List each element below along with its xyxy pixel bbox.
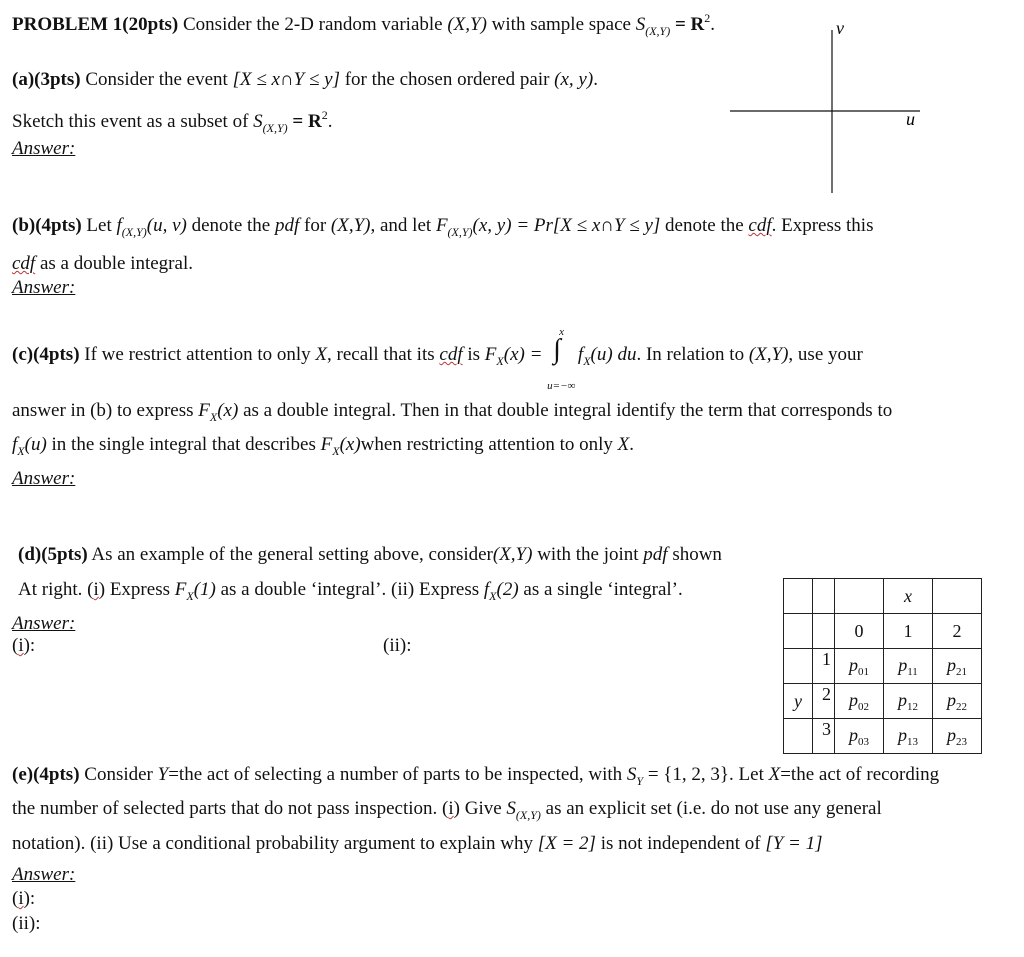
part-d-var: (X,Y)	[492, 544, 533, 565]
part-d-F-expr: (1)	[193, 579, 216, 600]
part-d-text-4: At right. (	[18, 579, 94, 600]
cell-sub: 12	[907, 700, 918, 713]
part-b-line-2	[12, 252, 193, 276]
part-c-F-expr: (x) =	[503, 344, 543, 365]
table-row	[784, 649, 982, 684]
part-e-text-5: the number of selected parts that do not pass inspection. (	[12, 798, 449, 819]
part-d-i-mark: i	[93, 579, 99, 600]
part-a-label: (a)(3pts)	[12, 69, 81, 90]
cell-sub: 22	[956, 700, 967, 713]
sample-space-sub: (X,Y)	[645, 24, 671, 38]
x-value-1: 1	[884, 614, 933, 649]
table-cell-p01	[835, 649, 884, 684]
part-c-F-2-expr: (x)	[217, 400, 239, 421]
part-a-answer: Answer:	[12, 138, 76, 159]
part-d-i-label	[12, 634, 35, 658]
part-e-label: (e)(4pts)	[12, 764, 80, 785]
part-b-text-6: . Express this	[771, 215, 874, 236]
cell-p: p	[947, 654, 956, 675]
part-d-i-letter: i	[18, 635, 24, 656]
part-c-text-2: , recall that its	[327, 344, 435, 365]
part-b-text-4: , and let	[370, 215, 432, 236]
part-b-f: f	[116, 215, 122, 236]
part-e-line-2	[12, 797, 882, 827]
y-value-3: 3	[813, 719, 835, 754]
part-c-f: f	[577, 344, 584, 365]
part-c-f-expr: (u) du	[590, 344, 637, 365]
part-b-F-expr: (x, y) = Pr[X ≤ x∩Y ≤ y]	[472, 215, 661, 236]
part-c-text-7: as a double integral. Then in that double integral identify the term that corresponds to	[243, 400, 893, 421]
part-c-F: F	[484, 344, 497, 365]
table-cell-empty	[933, 579, 982, 614]
header-var: (X,Y)	[447, 14, 487, 35]
part-b-text-5: denote the	[665, 215, 744, 236]
part-e-text-7: as an explicit set (i.e. do not use any general	[545, 798, 882, 819]
cell-sub: 03	[858, 735, 869, 748]
part-e-event-1: [X = 2]	[537, 833, 596, 854]
table-cell-empty	[813, 579, 835, 614]
part-c-F-2: F	[198, 400, 210, 421]
cell-p: p	[849, 689, 858, 710]
cell-p: p	[849, 724, 858, 745]
part-d-text-3: shown	[672, 544, 722, 565]
problem-header	[12, 6, 715, 43]
table-cell-empty	[784, 719, 813, 754]
part-b-text-7: as a double integral.	[39, 253, 193, 274]
part-d-line-2	[18, 578, 683, 608]
part-e-S-2-sub: (X,Y)	[515, 808, 541, 822]
part-e-ii-label: (ii):	[12, 913, 41, 934]
table-header-row	[784, 579, 982, 614]
table-cell-p23	[933, 719, 982, 754]
part-e-i-label	[12, 887, 35, 911]
part-a-end: .	[327, 111, 333, 132]
part-c-line-1	[12, 325, 863, 392]
part-d-i-open: (	[12, 635, 19, 656]
x-header: x	[884, 579, 933, 614]
header-text: Consider the 2-D random variable	[183, 14, 443, 35]
part-a-line-2	[12, 103, 332, 140]
part-e-S: S	[626, 764, 637, 785]
part-e-text-3: . Let	[729, 764, 764, 785]
cell-p: p	[947, 724, 956, 745]
x-value-0: 0	[835, 614, 884, 649]
table-cell-empty	[784, 649, 813, 684]
u-axis-label: u	[906, 109, 915, 129]
part-b-answer: Answer:	[12, 277, 76, 298]
part-b-F-sub: (X,Y)	[447, 225, 473, 239]
cell-sub: 13	[907, 735, 918, 748]
part-c-F-3-expr: (x)	[339, 434, 361, 455]
part-e-text-9: is not independent of	[600, 833, 761, 854]
cell-sub: 01	[858, 665, 869, 678]
part-a-S-sub: (X,Y)	[262, 121, 288, 135]
part-c-f-2-sub: X	[17, 444, 25, 458]
part-e-event-2: [Y = 1]	[765, 833, 823, 854]
table-cell-empty	[784, 614, 813, 649]
table-cell-p12	[884, 684, 933, 719]
part-b-text-2: denote the	[191, 215, 271, 236]
part-c-text-8: in the single integral that describes	[51, 434, 316, 455]
part-b-cdf: cdf	[748, 215, 772, 236]
part-b-cdf-2: cdf	[12, 253, 36, 274]
y-value-2: 2	[813, 684, 835, 719]
part-c-label: (c)(4pts)	[12, 344, 80, 365]
part-a-eq: = R	[292, 111, 322, 132]
part-a-S: S	[253, 111, 263, 132]
part-c-f-sub: X	[583, 354, 591, 368]
table-cell-p13	[884, 719, 933, 754]
part-c-text-4: . In relation to	[636, 344, 745, 365]
y-value-1: 1	[813, 649, 835, 684]
y-header: y	[784, 684, 813, 719]
header-end: .	[710, 14, 716, 35]
part-c-F-sub: X	[496, 354, 504, 368]
part-e-text-2: =the act of selecting a number of parts to be inspected, with	[168, 764, 623, 785]
part-c-text-5: , use your	[788, 344, 863, 365]
part-c-answer: Answer:	[12, 468, 76, 489]
cell-sub: 21	[956, 665, 967, 678]
table-cell-p11	[884, 649, 933, 684]
part-a-pair: (x, y)	[554, 69, 594, 90]
part-b-pdf: pdf	[274, 215, 300, 236]
part-c-F-3-sub: X	[332, 444, 340, 458]
part-b-line-1	[12, 214, 873, 244]
part-c-line-2	[12, 399, 892, 429]
part-d-text-5: ) Express	[98, 579, 170, 600]
cell-sub: 23	[956, 735, 967, 748]
part-b-F: F	[435, 215, 448, 236]
part-d-text-1: As an example of the general setting above, consider	[91, 544, 493, 565]
table-cell-p03	[835, 719, 884, 754]
integral-symbol	[547, 325, 576, 392]
part-e-i-open: (	[12, 888, 19, 909]
integral-lower-bound: u=−∞	[547, 379, 576, 392]
part-a-text-2: for the chosen ordered pair	[344, 69, 550, 90]
part-d-text-6: as a double ‘integral’. (ii) Express	[220, 579, 480, 600]
part-c-X-2: X	[617, 434, 630, 455]
part-b-var: (X,Y)	[330, 215, 371, 236]
part-a-text: Consider the event	[85, 69, 228, 90]
cell-sub: 11	[907, 665, 918, 678]
x-value-2: 2	[933, 614, 982, 649]
part-b-f-sub: (X,Y)	[121, 225, 147, 239]
problem-title: PROBLEM 1(20pts)	[12, 14, 179, 35]
part-d-text-7: as a single ‘integral’.	[523, 579, 683, 600]
part-d-ii-label: (ii):	[383, 635, 412, 656]
part-d-F: F	[174, 579, 187, 600]
table-cell-empty	[835, 579, 884, 614]
table-cell-empty	[784, 579, 813, 614]
sample-space-symbol: S	[635, 14, 646, 35]
part-c-text-9: when restricting attention to only	[360, 434, 613, 455]
part-b-text-3: for	[304, 215, 327, 236]
part-d-f: f	[483, 579, 490, 600]
part-c-var: (X,Y)	[748, 344, 789, 365]
table-xvalue-row	[784, 614, 982, 649]
cell-sub: 02	[858, 700, 869, 713]
part-e-S-2: S	[506, 798, 516, 819]
part-e-i-close: ):	[23, 888, 36, 909]
part-e-i-mark: i	[448, 798, 454, 819]
cell-p: p	[898, 689, 907, 710]
joint-pdf-table	[783, 578, 982, 754]
part-b-f-args: (u, v)	[146, 215, 187, 236]
cell-p: p	[898, 654, 908, 675]
table-row	[784, 719, 982, 754]
header-text-2: with sample space	[491, 14, 631, 35]
part-d-text-2: with the joint	[537, 544, 639, 565]
part-c-line-3	[12, 433, 634, 463]
part-d-f-expr: (2)	[496, 579, 519, 600]
integral-sign: ∫	[553, 333, 561, 365]
part-e-answer: Answer:	[12, 864, 76, 885]
table-row	[784, 684, 982, 719]
part-a-text-3: Sketch this event as a subset of	[12, 111, 249, 132]
part-d-line-1	[18, 543, 722, 567]
part-e-line-3	[12, 832, 823, 856]
cell-p: p	[898, 724, 907, 745]
table-cell-p02	[835, 684, 884, 719]
part-d-f-sub: X	[489, 589, 497, 603]
part-e-text-8: notation). (ii) Use a conditional probability argument to explain why	[12, 833, 533, 854]
part-c-text-3: is	[467, 344, 481, 365]
part-c-f-2: f	[12, 434, 18, 455]
part-e-Y: Y	[157, 764, 169, 785]
part-b-label: (b)(4pts)	[12, 215, 82, 236]
table-cell-empty	[813, 614, 835, 649]
v-axis-label: v	[836, 18, 844, 38]
part-c-text-6: answer in (b) to express	[12, 400, 194, 421]
part-d-F-sub: X	[186, 589, 194, 603]
cell-p: p	[849, 654, 858, 675]
part-b-text-1: Let	[86, 215, 112, 236]
part-c-X: X	[315, 344, 327, 365]
part-a-event: [X ≤ x∩Y ≤ y]	[232, 69, 340, 90]
part-e-text-1: Consider	[84, 764, 153, 785]
sample-space-sup: 2	[704, 11, 711, 25]
uv-axes-sketch	[730, 18, 930, 198]
part-d-i-close: ):	[23, 635, 36, 656]
part-a-dot: .	[593, 69, 598, 90]
sample-space-eq: = R	[674, 14, 705, 35]
part-e-line-1	[12, 763, 939, 793]
part-a-line-1	[12, 68, 598, 92]
part-c-f-2-expr: (u)	[24, 434, 47, 455]
part-e-text-6: ) Give	[453, 798, 502, 819]
cell-p: p	[947, 689, 956, 710]
table-cell-p21	[933, 649, 982, 684]
part-c-cdf: cdf	[439, 344, 463, 365]
table-cell-p22	[933, 684, 982, 719]
part-a-sup: 2	[321, 108, 328, 122]
part-e-S-sub: Y	[636, 774, 644, 788]
part-c-end: .	[629, 434, 635, 455]
part-e-S-expr: = {1, 2, 3}	[647, 764, 730, 785]
part-e-text-4: =the act of recording	[780, 764, 940, 785]
part-d-label: (d)(5pts)	[18, 544, 88, 565]
part-c-F-3: F	[320, 434, 333, 455]
part-c-text-1: If we restrict attention to only	[84, 344, 311, 365]
integral-upper-bound: x	[559, 325, 565, 338]
part-e-i-letter: i	[18, 888, 24, 909]
part-d-pdf: pdf	[643, 544, 668, 565]
part-e-X: X	[768, 764, 781, 785]
part-c-F-2-sub: X	[209, 410, 218, 424]
part-d-answer: Answer:	[12, 613, 76, 634]
